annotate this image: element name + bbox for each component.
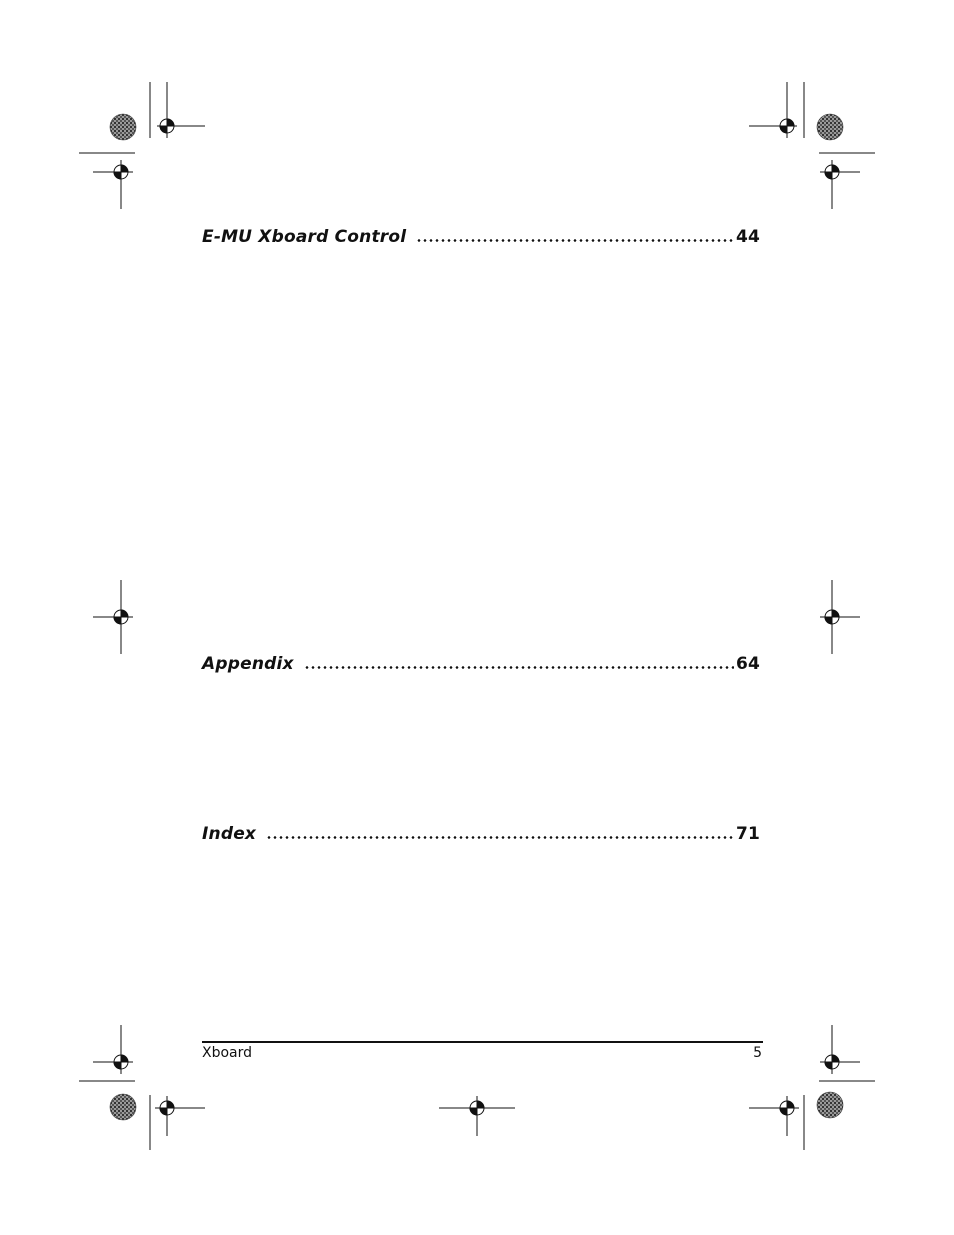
- footer-rule: [202, 1041, 763, 1043]
- dot-leader: [416, 239, 734, 242]
- footer-page-number: 5: [753, 1045, 762, 1061]
- toc-entry-index[interactable]: [202, 824, 760, 848]
- dot-leader: [266, 836, 734, 839]
- dot-leader: [304, 666, 734, 669]
- toc-entry-title: Appendix: [202, 654, 294, 674]
- toc-entry-title: E-MU Xboard Control: [202, 227, 407, 247]
- toc-entry-emu-xboard-control[interactable]: [202, 227, 760, 251]
- toc-entry-page: 44: [735, 227, 760, 247]
- footer-title: Xboard: [202, 1045, 253, 1061]
- toc-entry-appendix[interactable]: [202, 654, 760, 678]
- toc-entry-page: 64: [735, 654, 760, 674]
- toc-entry-title: Index: [202, 824, 257, 844]
- starburst-icon: [110, 114, 843, 1120]
- toc-entry-page: 71: [735, 824, 760, 844]
